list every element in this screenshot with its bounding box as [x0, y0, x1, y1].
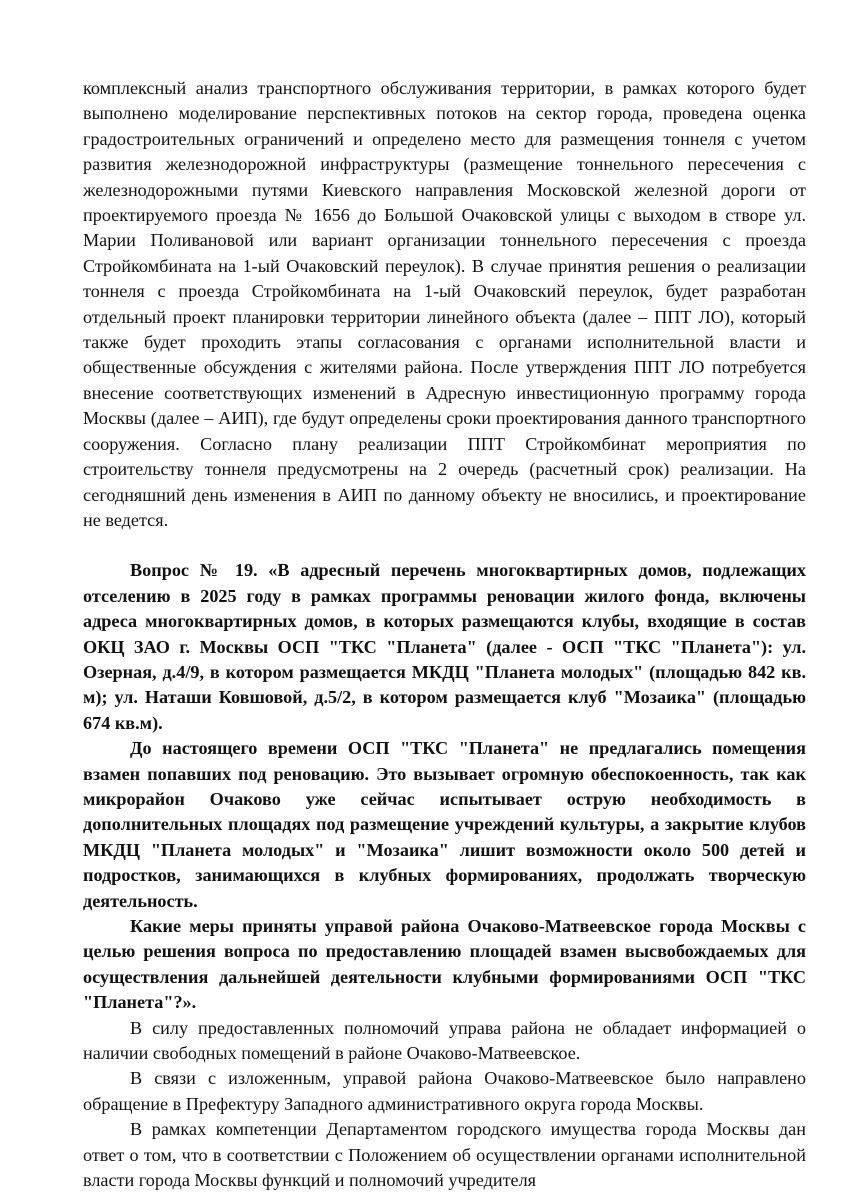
intro-paragraph: комплексный анализ транспортного обслуживания территории, в рамках которого будет выполнено моделирование перспективных потоков на сектор города, проведена оценка градостроительных ограничений и определено место для размещения тоннеля с учетом развития железнодорожной инфраструктуры (размещение тоннельного пересечения с железнодорожными путями Киевского направления Московской железной дороги от проектируемого проезда № 1656 до Большой Очаковской улицы с выходом в створе ул. Марии Поливановой или вариант организации тоннельного пересечения с проезда Стройкомбината на 1-ый Очаковский переулок). В случае принятия решения о реализации тоннеля с проезда Стройкомбината на 1-ый Очаковский переулок, будет разработан отдельный проект планировки территории линейного объекта (далее – ППТ ЛО), который также будет проходить этапы согласования с органами исполнительной власти и общественные обсуждения с жителями района. После утверждения ППТ ЛО потребуется внесение соответствующих изменений в Адресную инвестиционную программу города Москвы (далее – АИП), где будут определены сроки проектирования данного транспортного сооружения. Согласно плану реализации ППТ Стройкомбинат мероприятия по строительству тоннеля предусмотрены на 2 очередь (расчетный срок) реализации. На сегодняшний день изменения в АИП по данному объекту не вносились, и проектирование не ведется.	[83, 78, 806, 530]
answer-paragraph-3: В рамках компетенции Департаментом городского имущества города Москвы дан ответ о том, что в соответствии с Положением об осуществлении органами исполнительной власти города Москвы функций и полномочий учредителя	[83, 1119, 806, 1191]
question-paragraph-2: До настоящего времени ОСП "ТКС "Планета" не предлагались помещения взамен попавших под реновацию. Это вызывает огромную обеспокоенность, так как микрорайон Очаково уже сейчас испытывает острую необходимость в дополнительных площадях под размещение учреждений культуры, а закрытие клубов МКДЦ "Планета молодых" и "Мозаика" лишит возможности около 500 детей и подростков, занимающихся в клубных формированиях, продолжать творческую деятельность.	[83, 738, 806, 911]
answer-paragraph-1: В силу предоставленных полномочий управа района не обладает информацией о наличии свободных помещений в районе Очаково-Матвеевское.	[83, 1017, 806, 1064]
answer-paragraph-2: В связи с изложенным, управой района Очаково-Матвеевское было направлено обращение в Префектуру Западного административного округа города Москвы.	[83, 1068, 806, 1114]
question-paragraph-3: Какие меры приняты управой района Очаково-Матвеевское города Москвы с целью решения вопроса по предоставлению площадей взамен высвобождаемых для осуществления дальнейшей деятельности клубными формированиями ОСП "ТКС "Планета"?».	[83, 916, 806, 1013]
question-paragraph-1: Вопрос № 19. «В адресный перечень многоквартирных домов, подлежащих отселению в 2025 году в рамках программы реновации жилого фонда, включены адреса многоквартирных домов, в которых размещаются клубы, входящие в состав ОКЦ ЗАО г. Москвы ОСП "ТКС "Планета" (далее - ОСП "ТКС "Планета"): ул. Озерная, д.4/9, в котором размещается МКДЦ "Планета молодых" (площадью 842 кв. м); ул. Наташи Ковшовой, д.5/2, в котором размещается клуб "Мозаика" (площадью 674 кв.м).	[83, 560, 806, 733]
